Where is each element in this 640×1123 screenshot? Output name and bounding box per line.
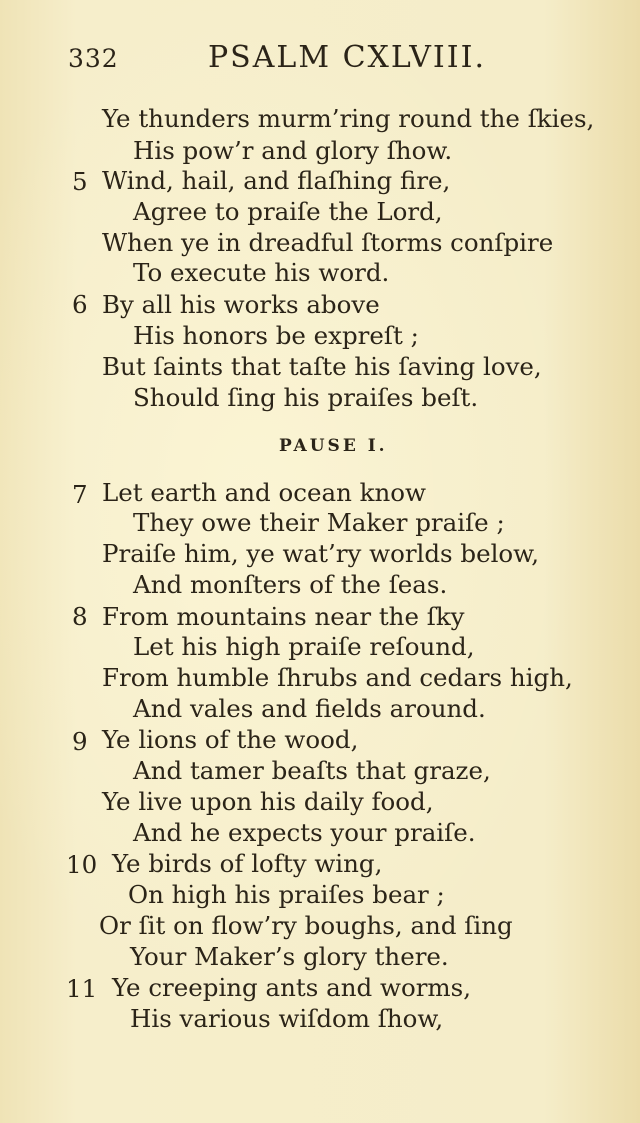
stanza-number: 6 xyxy=(72,290,88,319)
verse-line: From humble ſhrubs and cedars high, xyxy=(102,663,573,692)
verse-line: Ye live upon his daily food, xyxy=(102,787,434,816)
verse-line: On high his praiſes bear ; xyxy=(128,880,445,909)
stanza-number: 7 xyxy=(72,480,88,509)
verse-line: Praiſe him, ye wat’ry worlds below, xyxy=(102,539,540,568)
verse-line: His honors be expreſt ; xyxy=(133,321,419,350)
verse-line: But ſaints that taſte his ſaving love, xyxy=(102,352,542,381)
verse-line: And vales and fields around. xyxy=(133,694,486,723)
stanza-number: 9 xyxy=(72,727,88,756)
verse-line: Agree to praiſe the Lord, xyxy=(133,197,443,226)
page-header xyxy=(0,40,640,80)
verse-line: Let his high praiſe reſound, xyxy=(133,632,475,661)
pause-heading: PAUSE I. xyxy=(279,436,388,456)
verse-line: They owe their Maker praiſe ; xyxy=(133,508,505,537)
verse-line: From mountains near the ſky xyxy=(102,602,465,631)
verse-line: Let earth and ocean know xyxy=(102,478,426,507)
verse-line: His various wiſdom ſhow, xyxy=(130,1004,444,1033)
verse-line: And he expects your praiſe. xyxy=(133,818,476,847)
stanza-number: 11 xyxy=(66,974,98,1003)
verse-line: When ye in dreadful ſtorms conſpire xyxy=(102,228,554,257)
verse-line: Ye creeping ants and worms, xyxy=(112,973,472,1002)
verse-line: Ye birds of lofty wing, xyxy=(112,849,383,878)
stanza-number: 5 xyxy=(72,167,88,196)
verse-line: And tamer beaſts that graze, xyxy=(133,756,491,785)
verse-line: His pow’r and glory ſhow. xyxy=(133,136,453,165)
page-number: 332 xyxy=(68,44,119,73)
verse-line: Ye lions of the wood, xyxy=(102,725,359,754)
verse-line: Should ſing his praiſes beſt. xyxy=(133,383,479,412)
verse-line: Or ſit on flow’ry boughs, and ſing xyxy=(99,911,513,940)
running-head: PSALM CXLVIII. xyxy=(208,40,487,75)
verse-line: By all his works above xyxy=(102,290,380,319)
stanza-number: 8 xyxy=(72,602,88,631)
verse-line: Ye thunders murm’ring round the ſkies, xyxy=(102,104,595,133)
stanza-number: 10 xyxy=(66,850,98,879)
verse-line: Your Maker’s glory there. xyxy=(130,942,449,971)
verse-line: Wind, hail, and flaſhing fire, xyxy=(102,166,451,195)
verse-line: And monſters of the ſeas. xyxy=(133,570,448,599)
verse-line: To execute his word. xyxy=(133,258,390,287)
